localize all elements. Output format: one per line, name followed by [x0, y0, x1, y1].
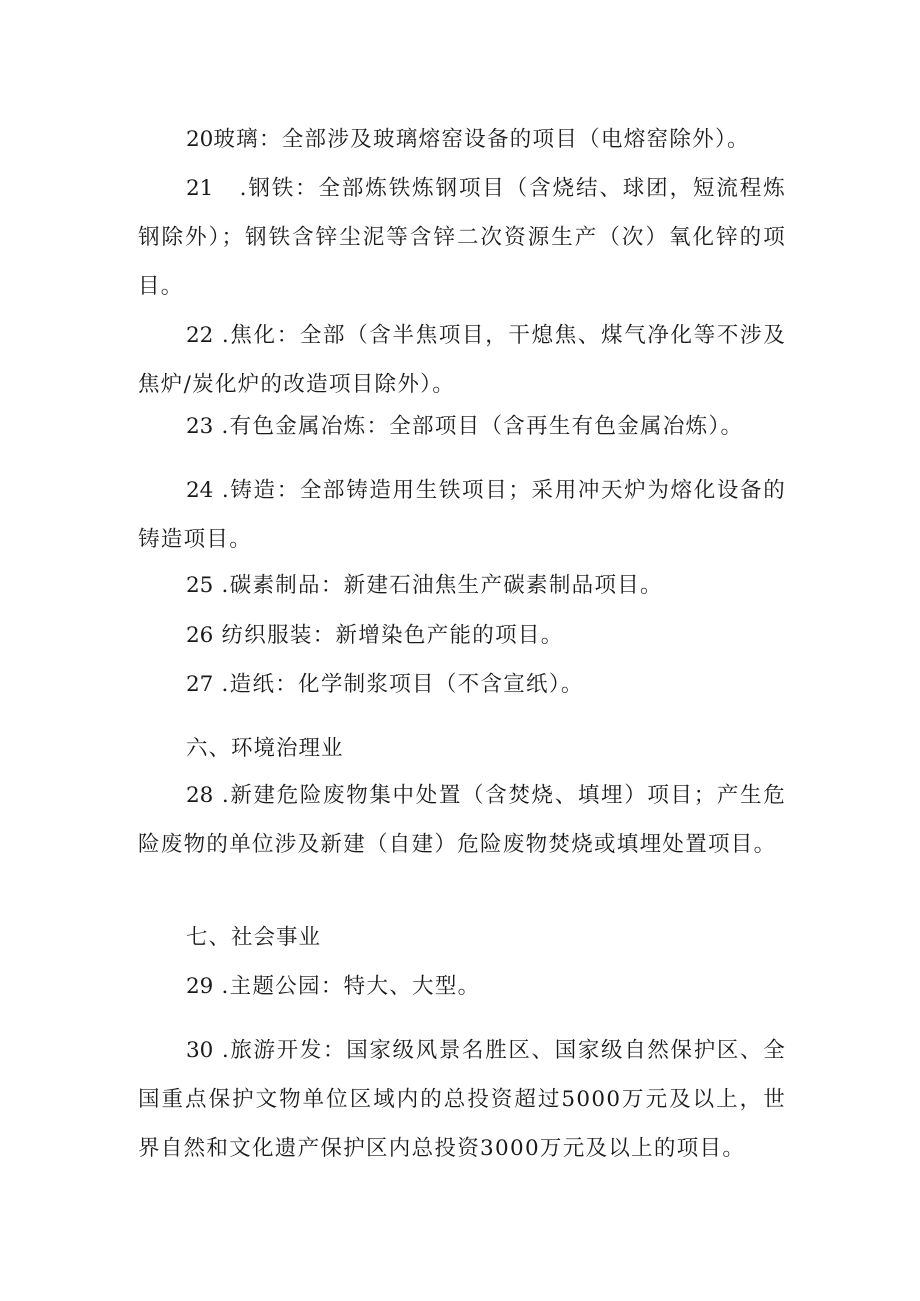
item-number: 26 [186, 623, 214, 648]
item-22 [138, 311, 786, 409]
item-separator: . [213, 783, 230, 808]
item-text: 主题公园：特大、大型。 [229, 974, 481, 999]
item-23 [138, 402, 786, 451]
item-number: 20 [186, 127, 214, 152]
item-text: 造纸：化学制浆项目（不含宣纸）。 [229, 672, 584, 697]
item-separator: . [213, 974, 230, 999]
item-separator: . [213, 478, 230, 503]
item-30 [138, 1026, 786, 1173]
item-number: 25 [186, 573, 214, 598]
item-separator: . [213, 414, 230, 439]
item-24 [138, 466, 786, 564]
item-text: 新建危险废物集中处置（含焚烧、填埋）项目；产生危险废物的单位涉及新建（自建）危险废物焚烧或填埋处置项目。 [138, 783, 786, 857]
item-separator [213, 623, 221, 648]
item-text: 碳素制品：新建石油焦生产碳素制品项目。 [229, 573, 663, 598]
item-25 [138, 561, 786, 610]
item-text: 玻璃：全部涉及玻璃熔窑设备的项目（电熔窑除外）。 [213, 127, 750, 152]
item-text: 焦化：全部（含半焦项目，干熄焦、煤气净化等不涉及焦炉/炭化炉的改造项目除外）。 [138, 323, 786, 397]
item-27 [138, 660, 786, 709]
item-separator: . [213, 323, 230, 348]
item-number: 22 [186, 323, 214, 348]
item-text: 旅游开发：国家级风景名胜区、国家级自然保护区、全国重点保护文物单位区域内的总投资超过5000万元及以上，世界自然和文化遗产保护区内总投资3000万元及以上的项目。 [138, 1038, 786, 1161]
item-20 [138, 115, 786, 164]
section-heading-environment: 六、环境治理业 [186, 736, 344, 761]
item-number: 30 [186, 1038, 214, 1063]
item-text: 钢铁：全部炼铁炼钢项目（含烧结、球团，短流程炼钢除外）；钢铁含锌尘泥等含锌二次资源生产（次）氧化锌的项目。 [138, 176, 786, 299]
item-number: 23 [186, 414, 214, 439]
item-29 [138, 962, 786, 1011]
item-number: 21 [186, 176, 214, 201]
item-separator: . [213, 1038, 230, 1063]
section-heading-social: 七、社会事业 [186, 925, 322, 950]
item-21 [138, 164, 786, 311]
item-number: 28 [186, 783, 214, 808]
item-separator: . [213, 573, 230, 598]
item-number: 29 [186, 974, 214, 999]
item-number: 27 [186, 672, 214, 697]
item-number: 24 [186, 478, 214, 503]
item-26 [138, 611, 786, 660]
item-text: 纺织服装：新增染色产能的项目。 [221, 623, 564, 648]
item-separator: . [213, 176, 248, 201]
item-text: 有色金属冶炼：全部项目（含再生有色金属冶炼）。 [229, 414, 744, 439]
item-text: 铸造：全部铸造用生铁项目；采用冲天炉为熔化设备的铸造项目。 [138, 478, 786, 552]
item-28 [138, 771, 786, 869]
item-separator: . [213, 672, 230, 697]
